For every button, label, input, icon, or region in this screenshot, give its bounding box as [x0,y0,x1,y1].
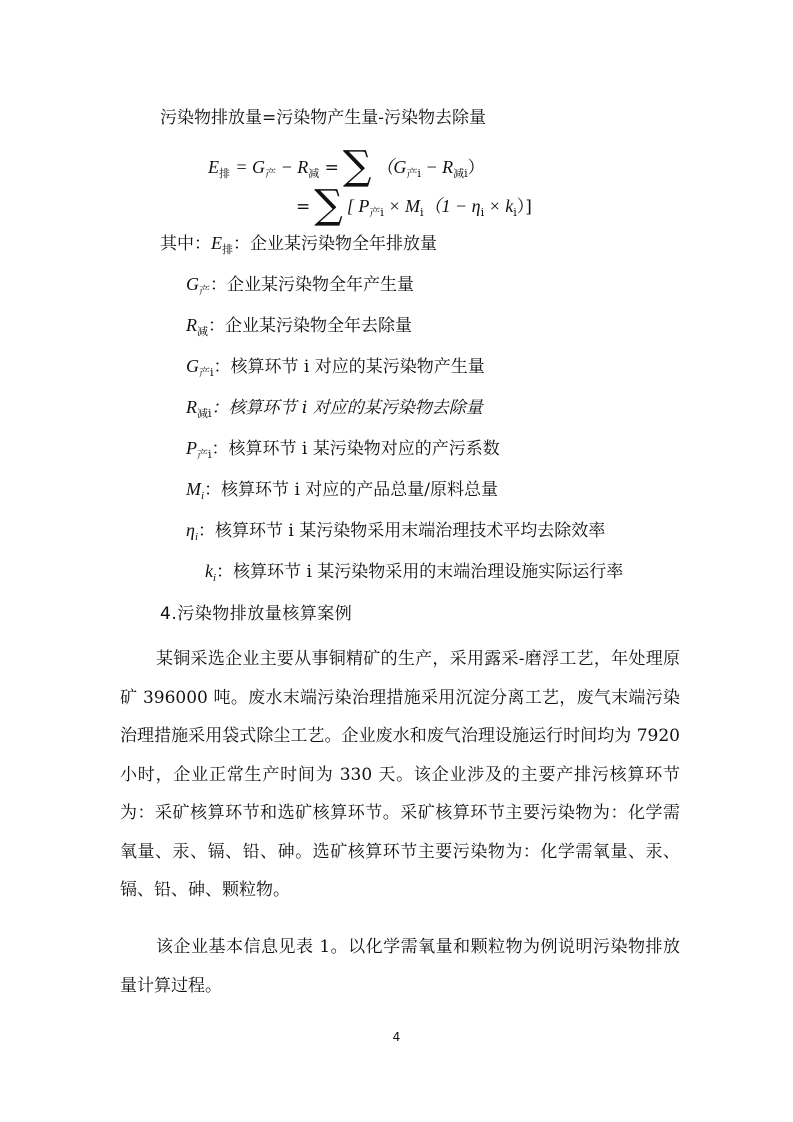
definition-sub: i [213,572,217,584]
definition-symbol: k [205,561,213,581]
definition-row [160,231,437,258]
definition-row [186,477,498,504]
definition-symbol: G [186,356,199,376]
sigma-symbol: ∑ [342,143,372,189]
definition-text: ：核算环节 i 某污染物采用的末端治理设施实际运行率 [216,562,624,582]
eq-symbol: = G [235,157,266,177]
definition-sub: 减i [197,407,212,420]
section-heading [160,602,352,626]
eq-symbol: − R [420,157,454,177]
definition-text: ：核算环节 i 某污染物采用末端治理技术平均去除效率 [198,521,606,541]
definition-text: ：核算环节 i 对应的某污染物去除量 [211,398,483,418]
eq-sub: 产i [369,206,384,219]
eq-paren: ）] [516,197,532,217]
definition-symbol: R [186,397,197,417]
eq-sub: 产 [265,167,277,180]
eq-sub: i [419,206,424,219]
definition-row [186,272,414,299]
definition-symbol: η [186,520,195,540]
definition-sub: 减 [197,325,208,338]
body-paragraph [120,928,680,1005]
definition-symbol: E [211,233,222,253]
eq-symbol: （G [375,157,407,177]
body-paragraph [120,640,680,910]
definition-sub: 产 [199,284,210,297]
definition-text: ：企业某污染物全年排放量 [233,234,437,254]
section-heading-text: 4.污染物排放量核算案例 [160,604,353,624]
definition-row [186,518,605,545]
eq-sub: 排 [219,167,230,180]
eq-symbol: − R [276,157,309,177]
definition-sub: 产i [197,448,212,461]
definition-text: ：企业某污染物全年产生量 [210,275,414,295]
eq-equals: = [296,197,311,217]
formula-label-text: 污染物排放量=污染物产生量-污染物去除量 [160,108,486,128]
definition-prefix: 其中： [160,234,211,254]
definition-text: ：企业某污染物全年去除量 [208,316,412,336]
page-number: 4 [392,1030,401,1044]
paragraph-2: 该企业基本信息见表 1。以化学需氧量和颗粒物为例说明污染物排放量计算过程。 [120,937,680,996]
paragraph-1: 某铜采选企业主要从事铜精矿的生产，采用露采-磨浮工艺，年处理原矿 396000 吨。废水末端污染治理措施采用沉淀分离工艺，废气末端污染治理措施采用袋式除尘工艺。企业废水和废气治理设施运行时间均为 7920 小时，企业正常生产时间为 330 天。该企业涉及的主要产排污核算环节为：采矿核算环节和选矿核算环节。采矿核算环节主要污染物为：化学需氧量、汞、镉、铅、砷。选矿核算环节主要污染物为：化学需氧量、汞、镉、铅、砷、颗粒物。 [120,649,680,900]
definition-text: ：核算环节 i 对应的某污染物产生量 [213,357,485,377]
definition-row [186,313,412,340]
eq-paren: ） [467,158,485,178]
eq-sub: 减i [453,167,468,180]
definition-text: ：核算环节 i 某污染物对应的产污系数 [211,439,500,459]
definition-sub: 排 [222,243,233,256]
definition-symbol: P [186,438,197,458]
formula-label [160,106,486,130]
definition-symbol: R [186,315,197,335]
definition-row [186,436,500,463]
definition-symbol: M [186,479,201,499]
definition-sub: i [194,531,198,543]
eq-symbol: （1 − η [423,196,481,216]
eq-equals: = [319,158,339,178]
definition-row [205,559,623,586]
definition-row [186,395,483,422]
equation-line-1 [208,143,485,189]
eq-symbol: E [208,157,219,177]
definition-text: ：核算环节 i 对应的产品总量/原料总量 [204,480,499,500]
equation-line-2 [296,182,532,228]
eq-symbol: × M [383,196,420,216]
definition-sub: 产i [199,366,214,379]
definition-row [186,354,485,381]
eq-sub: 产i [406,167,421,180]
eq-sub: 减 [308,167,320,180]
eq-symbol: [ P [346,196,370,216]
eq-sub: i [513,206,517,219]
definition-sub: i [201,490,205,502]
eq-sub: i [480,206,485,219]
eq-symbol: × k [484,196,514,216]
definition-symbol: G [186,274,199,294]
sigma-symbol: ∑ [314,182,343,228]
